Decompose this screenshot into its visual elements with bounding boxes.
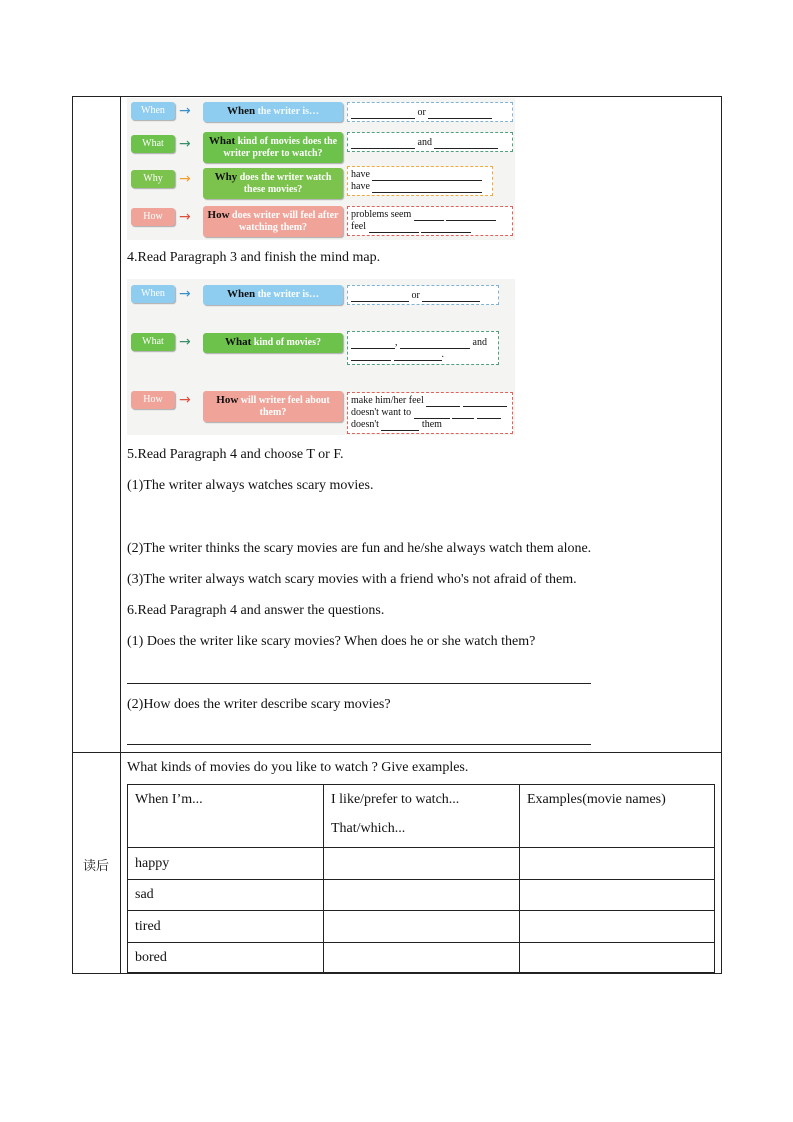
row-label: tired [128, 911, 324, 943]
answer-why: have have [347, 166, 493, 196]
post-reading-prompt: What kinds of movies do you like to watch ? Give examples. [127, 760, 469, 775]
header-like: I like/prefer to watch... That/which... [324, 785, 520, 848]
table-cell[interactable] [324, 943, 520, 973]
table-row [128, 911, 715, 943]
header-examples: Examples(movie names) [520, 785, 715, 848]
tag-why: Why [131, 170, 175, 188]
table-row [128, 880, 715, 911]
table-cell[interactable] [520, 943, 715, 973]
row-label: sad [128, 880, 324, 911]
tag-when: When [131, 102, 175, 120]
statement-1: (1)The writer always watches scary movies. [127, 478, 374, 493]
task-5: 5.Read Paragraph 4 and choose T or F. [127, 447, 344, 462]
statement-3: (3)The writer always watch scary movies with a friend who's not afraid of them. [127, 572, 577, 587]
table-cell[interactable] [324, 848, 520, 880]
answer-what: and [347, 132, 513, 152]
movie-preference-table [127, 784, 715, 973]
answer-how: problems seem feel [347, 206, 513, 236]
question-why: Why does the writer watch these movies? [203, 168, 343, 199]
question-what: What kind of movies? [203, 333, 343, 353]
arrow-icon: → [179, 209, 191, 225]
answer-line-2[interactable] [127, 744, 591, 745]
row-label: happy [128, 848, 324, 880]
question-how: How will writer feel about them? [203, 391, 343, 422]
tag-what: What [131, 333, 175, 351]
arrow-icon: → [179, 103, 191, 119]
row-label: bored [128, 943, 324, 973]
answer-line-1[interactable] [127, 683, 591, 684]
statement-2: (2)The writer thinks the scary movies are fun and he/she always watch them alone. [127, 541, 592, 556]
answer-what: , and . [347, 331, 499, 365]
question-1: (1) Does the writer like scary movies? When does he or she watch them? [127, 634, 536, 649]
table-cell[interactable] [324, 880, 520, 911]
task-6: 6.Read Paragraph 4 and answer the questions. [127, 603, 385, 618]
mind-map-2 [127, 279, 515, 435]
task-4: 4.Read Paragraph 3 and finish the mind map. [127, 250, 381, 265]
arrow-icon: → [179, 392, 191, 408]
column-divider [120, 96, 121, 974]
arrow-icon: → [179, 171, 191, 187]
table-cell[interactable] [520, 911, 715, 943]
section-divider [72, 752, 722, 753]
table-cell[interactable] [520, 848, 715, 880]
tag-how: How [131, 208, 175, 226]
table-header-row [128, 785, 715, 848]
header-when: When I’m... [128, 785, 324, 848]
tag-how: How [131, 391, 175, 409]
arrow-icon: → [179, 136, 191, 152]
section-label: 读后 [82, 859, 109, 874]
mind-map-1 [127, 98, 515, 240]
table-row [128, 943, 715, 973]
tag-what: What [131, 135, 175, 153]
answer-how: make him/her feel doesn't want to doesn't them [347, 392, 513, 434]
answer-when: or [347, 285, 499, 305]
answer-when: or [347, 102, 513, 122]
question-what: What kind of movies does the writer prefer to watch? [203, 132, 343, 163]
table-row [128, 848, 715, 880]
question-how: How does writer will feel after watching them? [203, 206, 343, 237]
table-cell[interactable] [324, 911, 520, 943]
table-cell[interactable] [520, 880, 715, 911]
arrow-icon: → [179, 334, 191, 350]
tag-when: When [131, 285, 175, 303]
arrow-icon: → [179, 286, 191, 302]
question-when: When the writer is… [203, 285, 343, 305]
question-2: (2)How does the writer describe scary movies? [127, 697, 391, 712]
question-when: When the writer is… [203, 102, 343, 122]
